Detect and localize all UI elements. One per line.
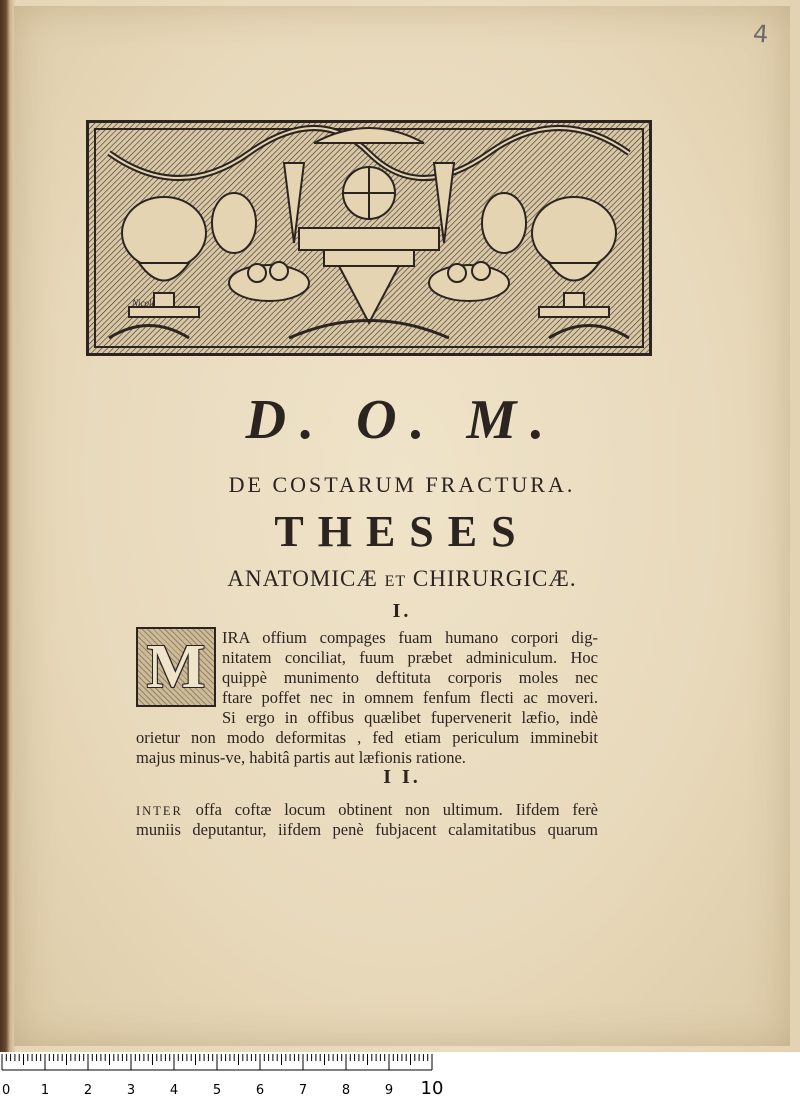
- text-line: majus minus-ve, habitâ partis aut læfionis ratione.: [136, 748, 466, 767]
- section-number-2: I I.: [383, 766, 421, 788]
- ruler-label: 2: [83, 1083, 93, 1098]
- text-line: orietur non modo deformitas , fed etiam periculum imminebit: [136, 728, 598, 747]
- text-line: [136, 800, 598, 820]
- lead-word: INTER: [136, 804, 183, 818]
- book-page: [14, 6, 790, 1046]
- engraver-signature: Nicoli: [132, 298, 154, 308]
- text-line: ftare poffet nec in omnem fenfum flecti ac moveri.: [222, 688, 598, 707]
- ruler-label: 6: [255, 1083, 265, 1098]
- text-line: muniis deputantur, iifdem penè fubjacent calamitatibus quarum: [136, 820, 598, 839]
- ruler-label: 7: [298, 1083, 308, 1098]
- dedication-heading: D. O. M.: [245, 389, 559, 451]
- text-line-rest: offa coftæ locum obtinent non ultimum. Iifdem ferè: [195, 800, 599, 819]
- headpiece-ornament: [86, 120, 652, 356]
- folio-number: 4: [751, 19, 769, 49]
- subtitle: DE COSTARUM FRACTURA.: [228, 472, 576, 497]
- text-line: Si ergo in offibus quælibet fupervenerit læfio, indè: [222, 708, 598, 727]
- ruler-label: 0: [2, 1083, 11, 1098]
- ruler-label: 3: [126, 1083, 136, 1098]
- title-theses: THESES: [274, 507, 530, 556]
- ruler-label: 8: [341, 1083, 351, 1098]
- ruler-label: 4: [169, 1083, 179, 1098]
- ruler-label: 5: [212, 1083, 222, 1098]
- drop-cap-letter: M: [146, 633, 206, 701]
- ruler-label: 1: [40, 1083, 50, 1098]
- ruler-scale: [0, 1052, 800, 1102]
- subtitle-anatomicae: [14, 566, 790, 592]
- ruler-label: 9: [384, 1083, 394, 1098]
- subtitle-part-b: CHIRURGICÆ.: [412, 566, 577, 591]
- measurement-ruler: [0, 1052, 800, 1102]
- text-line: nitatem conciliat, fuum præbet adminiculum. Hoc: [222, 648, 598, 667]
- drop-cap: [136, 627, 216, 707]
- subtitle-part-a: ANATOMICÆ: [227, 566, 378, 591]
- ruler-label: 10: [420, 1078, 444, 1099]
- text-line: IRA offium compages fuam humano corpori dig-: [222, 628, 598, 647]
- section-number-1: I.: [392, 600, 412, 622]
- subtitle-conjunction: ET: [384, 573, 407, 590]
- engraved-ornamental-headpiece-icon: [89, 123, 649, 353]
- text-line: quippè munimento deftituta corporis moles nec: [222, 668, 598, 687]
